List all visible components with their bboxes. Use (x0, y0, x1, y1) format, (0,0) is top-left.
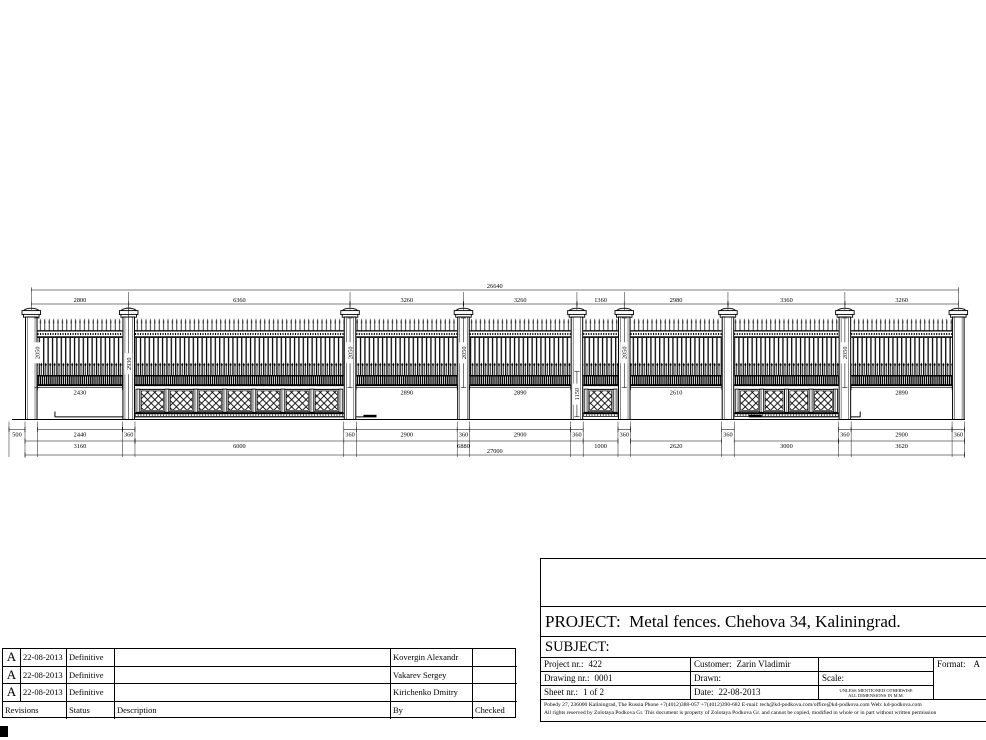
svg-text:2440: 2440 (73, 431, 87, 439)
drawn-label: Drawn: (694, 673, 721, 683)
revision-checked (473, 667, 517, 685)
note-line-1: UNLESS MENTIONED OTHERWISE (839, 688, 913, 693)
sheet-nr-cell (541, 686, 691, 700)
subject-row (541, 637, 986, 658)
svg-text:2050: 2050 (842, 346, 850, 360)
drawing-nr-label: Drawing nr.: (544, 673, 590, 683)
revision-mark: A (3, 649, 21, 667)
svg-text:6880: 6880 (457, 443, 470, 450)
svg-text:2900: 2900 (400, 431, 414, 439)
subject-label: SUBJECT: (545, 639, 610, 655)
fence-bays (38, 318, 953, 417)
svg-text:2890: 2890 (895, 389, 908, 397)
svg-text:3000: 3000 (780, 443, 793, 450)
sheet-nr-value: 1 of 2 (583, 687, 604, 697)
project-title: Metal fences. Chehova 34, Kaliningrad. (629, 612, 901, 631)
svg-text:1000: 1000 (594, 443, 607, 450)
svg-text:6360: 6360 (233, 297, 246, 305)
svg-text:2900: 2900 (513, 431, 527, 439)
svg-text:2620: 2620 (669, 443, 683, 450)
company-address-line: Pobedy 27, 236000 Kaliningrad, The Russia Phone +7(4012)388-057 +7(4012)390-682 E-mail: tech@kd-podkova.com/office@kd-podkova.com Web: kd-podkova.com (544, 702, 922, 708)
svg-text:360: 360 (619, 431, 629, 439)
status-header: Status (67, 702, 115, 720)
revision-mark: A (3, 684, 21, 702)
svg-text:2890: 2890 (513, 389, 527, 397)
revision-date: 22-08-2013 (21, 649, 67, 667)
project-nr-cell (541, 658, 691, 672)
svg-text:3620: 3620 (895, 443, 908, 450)
format-label: Format: (937, 659, 966, 669)
revision-status: Definitive (67, 667, 115, 685)
drawn-cell (691, 672, 819, 686)
svg-text:360: 360 (723, 431, 733, 439)
customer-cell (691, 658, 819, 672)
revisions-header: Revisions (3, 702, 67, 720)
drawing-nr-cell (541, 672, 691, 686)
revision-description (115, 684, 391, 702)
revision-date: 22-08-2013 (21, 667, 67, 685)
svg-text:2430: 2430 (73, 389, 87, 397)
svg-text:360: 360 (953, 431, 964, 439)
title-info-grid (541, 658, 986, 700)
svg-text:2610: 2610 (669, 389, 683, 397)
project-label: PROJECT: (545, 612, 621, 631)
svg-text:2800: 2800 (73, 297, 87, 305)
project-row (541, 607, 986, 637)
svg-text:2050: 2050 (34, 346, 42, 360)
svg-text:2050: 2050 (460, 346, 468, 360)
sheet-nr-label: Sheet nr.: (544, 687, 578, 697)
scale-cell (819, 672, 934, 686)
date-label: Date: (694, 687, 714, 697)
svg-text:2890: 2890 (400, 389, 414, 397)
svg-text:2050: 2050 (621, 346, 629, 360)
revision-checked (473, 649, 517, 667)
revision-mark: A (3, 667, 21, 685)
format-cell (934, 658, 986, 700)
title-block (540, 558, 986, 722)
svg-text:2900: 2900 (895, 431, 908, 439)
svg-text:360: 360 (572, 431, 582, 439)
svg-text:360: 360 (840, 431, 850, 439)
page-corner-mark (0, 726, 8, 737)
checked-header: Checked (475, 704, 505, 715)
revision-by: Kirichenko Dmitry (391, 684, 473, 702)
scale-label: Scale: (822, 673, 844, 683)
svg-text:3160: 3160 (73, 443, 87, 450)
date-value: 22-08-2013 (718, 687, 761, 697)
title-block-empty-box (541, 559, 986, 607)
dimensions-top (31, 283, 958, 306)
date-cell (691, 686, 819, 700)
revision-by: Kovergin Alexandr (391, 649, 473, 667)
svg-text:1360: 1360 (594, 297, 607, 305)
svg-text:2980: 2980 (669, 297, 683, 305)
svg-text:3260: 3260 (895, 297, 908, 305)
format-value: A (973, 659, 980, 669)
revision-status: Definitive (67, 649, 115, 667)
svg-text:2050: 2050 (347, 346, 355, 360)
project-nr-label: Project nr.: (544, 659, 584, 669)
svg-text:6000: 6000 (233, 443, 246, 450)
revision-description (115, 649, 391, 667)
drawing-nr-value: 0001 (594, 673, 613, 683)
description-header: Description (115, 702, 391, 720)
svg-text:500: 500 (12, 431, 22, 439)
revision-date: 22-08-2013 (21, 684, 67, 702)
revisions-table (2, 648, 516, 718)
svg-text:27000: 27000 (486, 448, 503, 456)
revision-description (115, 667, 391, 685)
customer-value: Zarin Vladimir (736, 659, 791, 669)
by-header: By (391, 702, 473, 720)
svg-text:3260: 3260 (513, 297, 527, 305)
dimensions-bottom (9, 427, 965, 458)
svg-text:360: 360 (458, 431, 469, 439)
svg-text:3260: 3260 (400, 297, 414, 305)
empty-cell (819, 658, 934, 672)
revision-by: Vakarev Sergey (391, 667, 473, 685)
revision-status: Definitive (67, 684, 115, 702)
revision-checked (473, 684, 517, 702)
company-footer (541, 700, 986, 722)
project-nr-value: 422 (588, 659, 602, 669)
svg-text:1150: 1150 (574, 387, 582, 401)
svg-text:2930: 2930 (126, 357, 134, 371)
svg-text:360: 360 (345, 431, 355, 439)
customer-label: Customer: (694, 659, 732, 669)
copyright-line: All rights reserved by Zolotaya Podkova Gr. This document is property of Zolotaya Podkova Gr. and cannot be copied, modified in whole or in part without written permission (544, 709, 937, 716)
dimensions-note-cell (819, 686, 934, 700)
svg-text:3360: 3360 (780, 297, 793, 305)
svg-text:26640: 26640 (486, 283, 503, 291)
note-line-2: ALL DIMENSIONS IN M.M. (848, 693, 904, 698)
svg-text:360: 360 (123, 431, 134, 439)
